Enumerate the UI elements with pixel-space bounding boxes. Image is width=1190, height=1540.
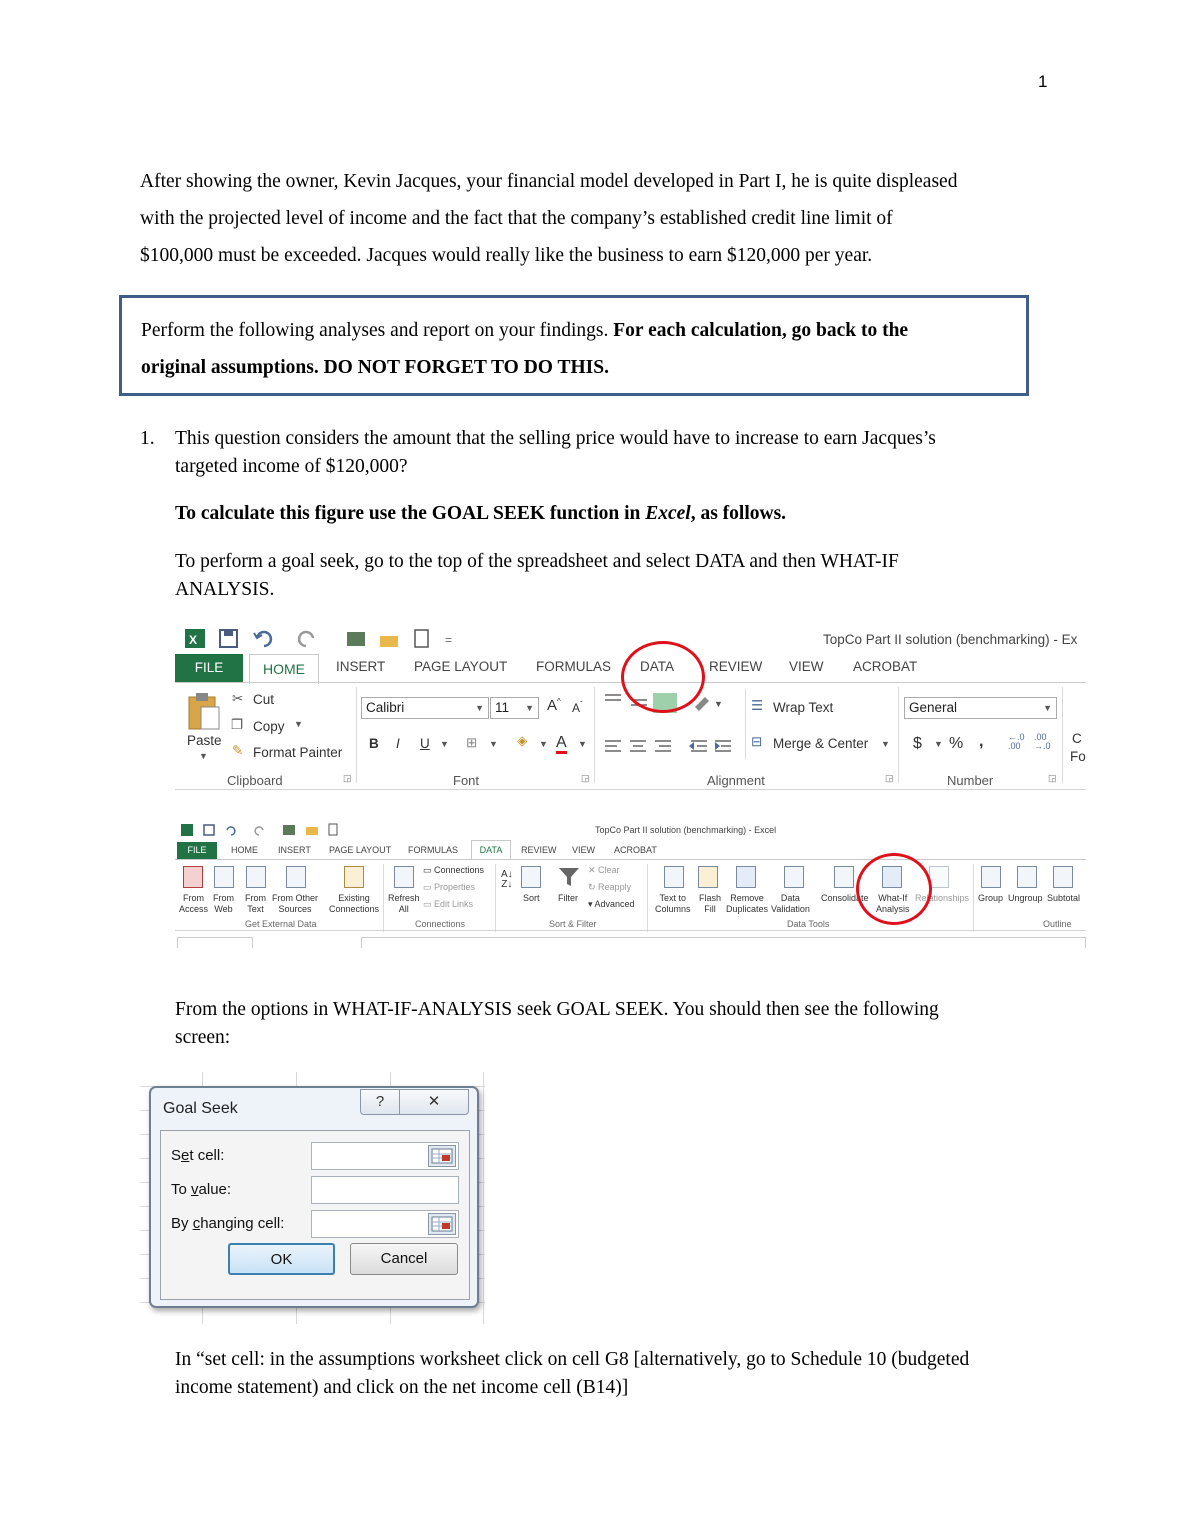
cancel-button[interactable]: Cancel — [350, 1243, 458, 1275]
tab-data[interactable]: DATA — [640, 659, 675, 674]
chevron-down-icon: ▼ — [525, 703, 534, 713]
excel-data-ribbon-screenshot — [175, 820, 1086, 948]
group-divider — [898, 687, 899, 783]
italic-button[interactable]: I — [396, 736, 400, 751]
group-button[interactable]: Group — [978, 893, 1004, 903]
fill-color-icon[interactable]: ◈ — [517, 733, 528, 748]
group-icon — [981, 866, 1001, 888]
tab-file[interactable]: FILE — [175, 654, 243, 682]
intro-paragraph — [140, 163, 1055, 274]
currency-button[interactable]: $ — [913, 735, 922, 752]
edit-links-button[interactable]: ▭ Edit Links — [423, 899, 474, 909]
dialog-launcher-icon[interactable]: ◲ — [1048, 773, 1057, 783]
copy-button[interactable]: Copy — [253, 719, 285, 734]
refresh-all-button[interactable]: Refresh All — [388, 893, 420, 914]
tab-insert[interactable]: INSERT — [278, 845, 311, 855]
sort-az-icon[interactable]: A↓ Z↓ — [501, 869, 513, 890]
task-bold-text: For each calculation, go back to the — [613, 320, 909, 341]
font-name-combo[interactable] — [361, 697, 489, 719]
highlight-circle-what-if — [856, 853, 932, 925]
cutoff-label: Fo — [1070, 749, 1086, 764]
wrap-text-button[interactable]: Wrap Text — [773, 700, 834, 715]
list-number: 1. — [140, 428, 155, 449]
number-format-value: General — [909, 700, 958, 715]
task-line-1 — [141, 312, 908, 349]
question-line: This question considers the amount that the selling price would have to increase to earn Jacques’s — [175, 428, 936, 449]
new-file-icon — [329, 824, 337, 835]
other-sources-icon — [286, 866, 306, 888]
borders-icon[interactable]: ⊞ — [466, 735, 478, 750]
bold-button[interactable]: B — [369, 736, 379, 751]
copy-dropdown-icon[interactable]: ▼ — [294, 719, 303, 729]
from-other-sources-button[interactable]: From Other Sources — [272, 893, 319, 914]
remove-duplicates-button[interactable]: Remove Duplicates — [726, 893, 769, 914]
format-painter-icon: ✎ — [232, 743, 244, 758]
tool-icon — [347, 632, 365, 646]
access-icon — [183, 866, 203, 888]
quick-access-icons — [175, 624, 495, 654]
clipboard-group-label: Clipboard — [227, 773, 283, 788]
reapply-button[interactable]: ↻ Reapply — [588, 882, 632, 892]
undo-icon — [227, 827, 235, 835]
copy-icon: ❐ — [231, 717, 244, 732]
web-icon — [214, 866, 234, 888]
instruction-text: , as follows. — [690, 503, 787, 524]
group-divider — [594, 687, 595, 783]
subtotal-icon — [1053, 866, 1073, 888]
tab-review[interactable]: REVIEW — [521, 845, 557, 855]
group-divider — [495, 864, 496, 932]
name-box[interactable] — [177, 937, 253, 948]
existing-connections-button[interactable]: Existing Connections — [329, 893, 380, 914]
flash-fill-icon — [698, 866, 718, 888]
step-line: screen: — [175, 1027, 231, 1048]
step-line: From the options in WHAT-IF-ANALYSIS seek GOAL SEEK. You should then see the following — [175, 999, 939, 1020]
cell-reference-icon[interactable] — [428, 1145, 456, 1167]
wrap-text-icon: ☰ — [751, 698, 764, 713]
by-changing-cell-input[interactable] — [311, 1210, 459, 1238]
advanced-button[interactable]: ▾ Advanced — [588, 899, 635, 909]
paste-icon — [187, 691, 221, 731]
task-line-2: original assumptions. DO NOT FORGET TO DO THIS. — [141, 357, 609, 378]
chevron-down-icon[interactable]: ▼ — [440, 739, 449, 749]
tab-insert[interactable]: INSERT — [336, 659, 386, 674]
undo-icon — [257, 632, 271, 646]
dialog-launcher-icon[interactable]: ◲ — [343, 773, 352, 783]
tab-view[interactable]: VIEW — [789, 659, 824, 674]
ungroup-button[interactable]: Ungroup — [1008, 893, 1043, 903]
page-number: 1 — [1038, 72, 1048, 91]
chevron-down-icon: ▼ — [1043, 703, 1052, 713]
filter-button[interactable]: Filter — [558, 893, 578, 903]
close-icon: ✕ — [427, 1093, 441, 1110]
paste-dropdown-icon[interactable]: ▼ — [199, 751, 208, 761]
group-divider — [647, 864, 648, 932]
relationships-button[interactable]: Relationships — [915, 893, 970, 903]
remove-duplicates-icon — [736, 866, 756, 888]
merge-center-button[interactable]: Merge & Center — [773, 736, 869, 751]
redo-icon — [299, 632, 313, 646]
by-changing-cell-label: By changing cell: — [171, 1215, 285, 1232]
intro-line: $100,000 must be exceeded. Jacques would really like the business to earn $120,000 per year. — [140, 245, 873, 266]
dialog-launcher-icon[interactable]: ◲ — [581, 773, 590, 783]
group-divider — [745, 689, 746, 759]
existing-connections-icon — [344, 866, 364, 888]
sort-button[interactable]: Sort — [523, 893, 540, 903]
step-line: income statement) and click on the net income cell (B14)] — [175, 1377, 629, 1398]
data-validation-icon — [784, 866, 804, 888]
chevron-down-icon[interactable]: ▼ — [578, 739, 587, 749]
svg-text:=: = — [445, 633, 453, 647]
consolidate-button[interactable]: Consolidate — [821, 893, 869, 903]
font-name-value: Calibri — [366, 700, 405, 715]
horizontal-align-icons[interactable] — [603, 737, 743, 757]
clear-button[interactable]: ✕ Clear — [588, 865, 620, 875]
data-validation-button[interactable]: Data Validation — [771, 893, 810, 914]
font-color-icon[interactable]: A — [556, 734, 567, 754]
to-value-input[interactable] — [311, 1176, 459, 1204]
close-button[interactable] — [399, 1089, 469, 1115]
alignment-group-label: Alignment — [707, 773, 765, 788]
instruction-text: To calculate this figure use the GOAL SEEK function in — [175, 503, 646, 524]
save-icon — [204, 825, 214, 835]
tab-view[interactable]: VIEW — [572, 845, 596, 855]
goal-seek-screenshot — [140, 1072, 485, 1324]
cell-reference-icon[interactable] — [428, 1213, 456, 1235]
step-line: To perform a goal seek, go to the top of the spreadsheet and select DATA and then WHAT-IF — [175, 551, 899, 572]
question-line: targeted income of $120,000? — [175, 456, 408, 477]
relationships-icon — [929, 866, 949, 888]
svg-text:▼: ▼ — [714, 699, 723, 709]
cutoff-label: C — [1072, 731, 1082, 746]
cut-button[interactable]: Cut — [253, 692, 275, 707]
properties-button[interactable]: ▭ Properties — [423, 882, 476, 892]
quick-access-toolbar — [175, 624, 1086, 654]
step-line: ANALYSIS. — [175, 579, 275, 600]
tab-review[interactable]: REVIEW — [709, 659, 763, 674]
increase-decimal-icon[interactable]: ←.0 .00 — [1008, 732, 1025, 751]
chevron-down-icon[interactable]: ▼ — [539, 739, 548, 749]
tab-data[interactable]: DATA — [471, 840, 511, 860]
refresh-icon — [394, 866, 414, 888]
tab-page-layout[interactable]: PAGE LAYOUT — [329, 845, 392, 855]
ungroup-icon — [1017, 866, 1037, 888]
ribbon-body — [175, 859, 1086, 931]
font-group-label: Font — [453, 773, 480, 788]
open-folder-icon — [380, 636, 398, 647]
chevron-down-icon[interactable]: ▼ — [934, 739, 943, 749]
chevron-down-icon: ▼ — [475, 703, 484, 713]
set-cell-label: Set cell: — [171, 1147, 225, 1164]
paste-button[interactable]: Paste — [187, 733, 222, 748]
tool-icon — [283, 825, 295, 835]
highlight-circle-data-tab — [621, 641, 705, 713]
flash-fill-button[interactable]: Flash Fill — [699, 893, 722, 914]
cut-icon: ✂ — [232, 691, 244, 706]
tab-home[interactable]: HOME — [249, 654, 319, 684]
filter-icon — [558, 866, 580, 888]
help-icon: ? — [375, 1093, 385, 1110]
decrease-decimal-icon[interactable]: .00 →.0 — [1034, 732, 1051, 751]
shrink-font-icon[interactable]: $A^ˇ$ — [572, 700, 583, 715]
sort-dialog-icon — [521, 866, 541, 888]
group-divider — [973, 864, 974, 932]
svg-text:X: X — [189, 633, 198, 647]
tab-page-layout[interactable]: PAGE LAYOUT — [414, 659, 508, 674]
from-access-button[interactable]: From Access — [179, 893, 209, 914]
instruction-heading — [175, 500, 786, 528]
quick-access-icons — [175, 820, 375, 840]
instruction-excel: Excel — [645, 503, 691, 524]
group-divider — [1062, 687, 1063, 783]
step-line: In “set cell: in the assumptions worksheet click on cell G8 [alternatively, go to Schedule 10 (budgeted — [175, 1349, 970, 1370]
font-size-combo[interactable] — [490, 697, 539, 719]
tab-acrobat[interactable]: ACROBAT — [614, 845, 657, 855]
connections-group-label: Connections — [415, 919, 466, 929]
get-external-data-label: Get External Data — [245, 919, 317, 929]
comma-button[interactable]: , — [979, 733, 984, 750]
intro-line: with the projected level of income and the fact that the company’s established credit line limit of — [140, 208, 893, 229]
redo-icon — [255, 827, 263, 835]
help-button[interactable] — [360, 1089, 400, 1115]
dialog-launcher-icon[interactable]: ◲ — [885, 773, 894, 783]
tab-formulas[interactable]: FORMULAS — [536, 659, 612, 674]
task-box — [119, 295, 1029, 396]
dialog-title: Goal Seek — [163, 1100, 238, 1117]
tab-acrobat[interactable]: ACROBAT — [853, 659, 918, 674]
group-divider — [383, 864, 384, 932]
group-divider — [356, 687, 357, 783]
subtotal-button[interactable]: Subtotal — [1047, 893, 1081, 903]
intro-line: After showing the owner, Kevin Jacques, your financial model developed in Part I, he is quite displeased — [140, 171, 958, 192]
data-tools-group-label: Data Tools — [787, 919, 830, 929]
number-group-label: Number — [947, 773, 994, 788]
grid-line — [483, 1072, 484, 1324]
tab-formulas[interactable]: FORMULAS — [408, 845, 459, 855]
chevron-down-icon[interactable]: ▼ — [489, 739, 498, 749]
task-normal-text: Perform the following analyses and report on your findings. — [141, 320, 614, 341]
font-size-value: 11 — [495, 700, 510, 715]
text-to-columns-button[interactable]: Text to Columns — [655, 893, 691, 914]
window-title: TopCo Part II solution (benchmarking) - Excel — [595, 825, 777, 835]
chevron-down-icon[interactable]: ▼ — [881, 739, 890, 749]
set-cell-input[interactable] — [311, 1142, 459, 1170]
excel-home-ribbon-screenshot — [175, 624, 1086, 792]
underline-button[interactable]: U — [420, 736, 430, 751]
connections-button[interactable]: ▭ Connections — [423, 865, 485, 875]
new-file-icon — [415, 630, 428, 647]
from-text-button[interactable]: From Text — [245, 893, 266, 914]
outline-group-label: Outline — [1043, 919, 1072, 929]
from-web-button[interactable]: From Web — [213, 893, 234, 914]
to-value-label: To value: — [171, 1181, 232, 1198]
format-painter-button[interactable]: Format Painter — [253, 745, 343, 760]
text-to-columns-icon — [664, 866, 684, 888]
grow-font-icon[interactable]: A^ — [547, 697, 561, 714]
ok-button[interactable]: OK — [228, 1243, 335, 1275]
window-title: TopCo Part II solution (benchmarking) - Ex — [823, 632, 1078, 647]
open-folder-icon — [306, 827, 318, 835]
goal-seek-dialog — [149, 1086, 479, 1308]
number-format-combo[interactable] — [904, 697, 1057, 719]
percent-button[interactable]: % — [949, 735, 964, 752]
excel-logo-icon — [181, 824, 193, 836]
tab-file[interactable]: FILE — [177, 842, 217, 859]
consolidate-icon — [834, 866, 854, 888]
tab-home[interactable]: HOME — [231, 845, 258, 855]
text-file-icon — [246, 866, 266, 888]
merge-center-icon: ⊟ — [751, 734, 763, 749]
what-if-analysis-button[interactable]: What-If Analysis — [876, 893, 910, 914]
sort-filter-group-label: Sort & Filter — [549, 919, 597, 929]
formula-bar[interactable] — [361, 937, 1086, 948]
